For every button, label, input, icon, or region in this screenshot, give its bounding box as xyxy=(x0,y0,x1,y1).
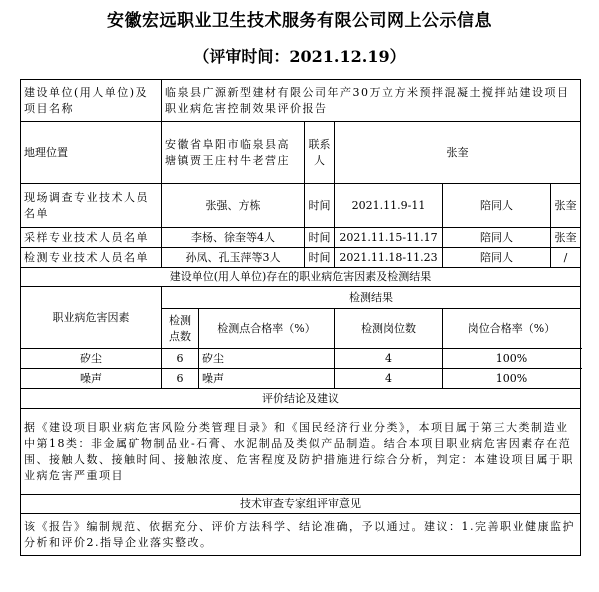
hazard-pass-rate: 噪声 xyxy=(199,369,335,389)
info-table xyxy=(20,79,581,556)
personnel-row xyxy=(21,228,581,248)
sampling-companion-label: 陪同人 xyxy=(443,228,551,248)
sampling-companion: 张奎 xyxy=(551,228,581,248)
expert-text: 该《报告》编制规范、依据充分、评价方法科学、结论准确，予以通过。建议：1.完善职业健康监护分析和评价2.指导企业落实整改。 xyxy=(21,514,581,556)
sampling-staff-names: 李杨、徐奎等4人 xyxy=(162,228,305,248)
hazard-pass-rate: 矽尘 xyxy=(199,349,335,369)
expert-title-row xyxy=(21,495,581,514)
location-value: 安徽省阜阳市临泉县高塘镇贾王庄村牛老营庄 xyxy=(162,122,305,184)
hazard-positions: 4 xyxy=(335,349,443,369)
hazard-points: 6 xyxy=(162,349,199,369)
unit-label: 建设单位(用人单位)及项目名称 xyxy=(21,80,162,122)
testing-companion: / xyxy=(551,248,581,268)
results-label: 检测结果 xyxy=(162,287,581,309)
position-rate-header: 岗位合格率（%） xyxy=(443,309,581,349)
hazard-factor: 噪声 xyxy=(21,369,162,389)
unit-row xyxy=(21,80,581,122)
hazard-position-rate: 100% xyxy=(443,349,581,369)
hazard-positions: 4 xyxy=(335,369,443,389)
conclusion-title: 评价结论及建议 xyxy=(21,389,581,409)
survey-companion: 张奎 xyxy=(551,184,581,228)
hazard-factor: 矽尘 xyxy=(21,349,162,369)
survey-staff-names: 张强、方栋 xyxy=(162,184,305,228)
sampling-time: 2021.11.15-11.17 xyxy=(335,228,443,248)
sampling-time-label: 时间 xyxy=(305,228,335,248)
unit-value: 临泉县广源新型建材有限公司年产30万立方米预拌混凝土搅拌站建设项目职业病危害控制效果评价报告 xyxy=(162,80,581,122)
personnel-row xyxy=(21,248,581,268)
points-header: 检测点数 xyxy=(162,309,199,349)
hazards-section-row xyxy=(21,268,581,287)
expert-text-row xyxy=(21,514,581,556)
hazard-row xyxy=(21,369,581,389)
conclusion-text-row xyxy=(21,409,581,495)
testing-time: 2021.11.18-11.23 xyxy=(335,248,443,268)
contact-label: 联系人 xyxy=(305,122,335,184)
expert-title: 技术审查专家组评审意见 xyxy=(21,495,581,514)
hazard-position-rate: 100% xyxy=(443,369,581,389)
survey-staff-label: 现场调查专业技术人员名单 xyxy=(21,184,162,228)
testing-staff-label: 检测专业技术人员名单 xyxy=(21,248,162,268)
hazard-row xyxy=(21,349,581,369)
location-label: 地理位置 xyxy=(21,122,162,184)
positions-header: 检测岗位数 xyxy=(335,309,443,349)
testing-staff-names: 孙凤、孔玉萍等3人 xyxy=(162,248,305,268)
testing-companion-label: 陪同人 xyxy=(443,248,551,268)
document-title: 安徽宏远职业卫生技术服务有限公司网上公示信息 xyxy=(107,11,492,31)
hazards-section-title: 建设单位(用人单位)存在的职业病危害因素及检测结果 xyxy=(21,268,581,287)
pass-rate-header: 检测点合格率（%） xyxy=(199,309,335,349)
hazard-points: 6 xyxy=(162,369,199,389)
contact-value: 张奎 xyxy=(335,122,581,184)
conclusion-title-row xyxy=(21,389,581,409)
survey-companion-label: 陪同人 xyxy=(443,184,551,228)
conclusion-text: 据《建设项目职业病危害风险分类管理目录》和《国民经济行业分类》，本项目属于第三大类制造业中第18类：非金属矿物制品业-石膏、水泥制品及类似产品制造。结合本项目职业病危害因素存在范围、接触人数、接触时间、接触浓度、危害程度及防护措施进行综合分析，判定：本建设项目属于职业病危害严重项目 xyxy=(21,409,581,495)
personnel-row xyxy=(21,184,581,228)
survey-time-label: 时间 xyxy=(305,184,335,228)
testing-time-label: 时间 xyxy=(305,248,335,268)
sampling-staff-label: 采样专业技术人员名单 xyxy=(21,228,162,248)
survey-time: 2021.11.9-11 xyxy=(335,184,443,228)
review-time: （评审时间：2021.12.19） xyxy=(193,47,406,66)
hazards-header-row xyxy=(21,287,581,309)
hazard-factor-label: 职业病危害因素 xyxy=(21,287,162,349)
location-row xyxy=(21,122,581,184)
